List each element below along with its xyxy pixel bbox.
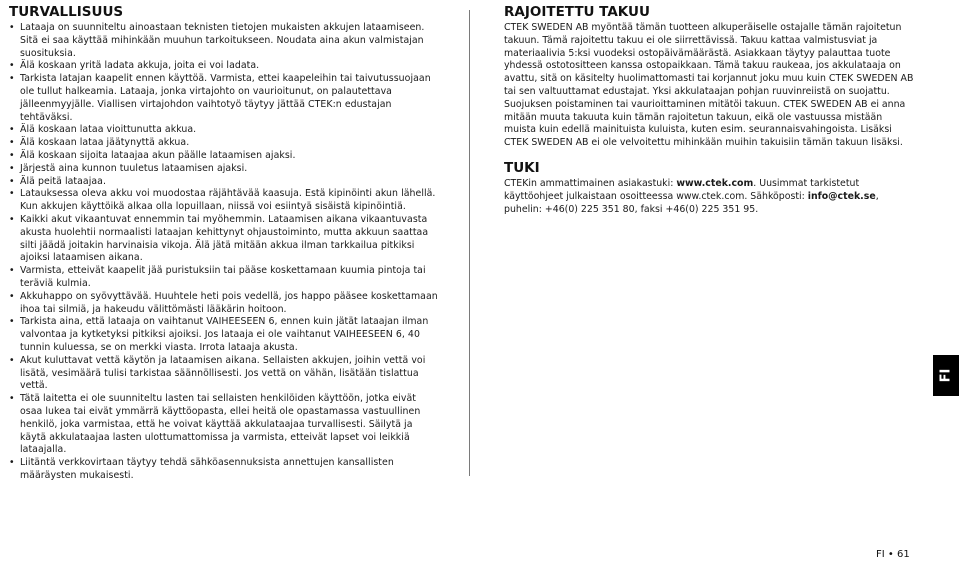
list-item: • Älä koskaan yritä ladata akkuja, joita ei voi ladata. <box>9 60 439 73</box>
list-item: • Varmista, etteivät kaapelit jää puristuksiin tai pääse koskettamaan kuumia pintoja tai teräviä kulmia. <box>9 265 439 291</box>
column-divider <box>469 10 470 476</box>
warranty-text: CTEK SWEDEN AB myöntää tämän tuotteen alkuperäiselle ostajalle tämän rajoitetun takuun. Tämä rajoitettu takuu ei ole siirrettävissä. Takuu kattaa valmistusviat ja materiaalivia 5:ksi vuodeksi ostopäivämäärästä. Asiakkaan täytyy palauttaa tuote yhdessä ostotositteen kanssa ostopaikkaan. Tämä takuu raukeaa, jos akkulataaja on avattu, sitä on käsitelty huolimattomasti tai korjannut joku muu kuin CTEK SWEDEN AB tai sen valtuuttamat edustajat. Yksi akkulataajan pohjan ruuvinreiistä on suojattu. Suojuksen poistaminen tai vaurioittaminen mitätöi takuun. CTEK SWEDEN AB ei anna mitään muuta takuuta kuin tämän rajoitetun takuun, eikä ole vastuussa mistään muista kuin edellä mainituista kuluista, kuten esim. seurannaisvahingoista. Lisäksi CTEK SWEDEN AB ei ole velvoitettu mihinkään muihin takuisiin tämän takuun lisäksi. <box>504 22 914 149</box>
list-item: • Älä koskaan lataa vioittunutta akkua. <box>9 124 439 137</box>
list-item: • Liitäntä verkkovirtaan täytyy tehdä sähköasennuksista annettujen kansallisten määräysten mukaisesti. <box>9 457 439 483</box>
list-item: • Latauksessa oleva akku voi muodostaa räjähtävää kaasuja. Estä kipinöinti akun lähellä. Kun akkujen käyttöikä alkaa olla lopuillaan, niissä voi esiintyä sisäistä kipinöintiä. <box>9 188 439 214</box>
list-item: • Tarkista aina, että lataaja on vaihtanut VAIHEESEEN 6, ennen kuin jätät lataajan ilman valvontaa ja kytketyksi pitkiksi ajoiksi. Jos lataaja ei ole vaihtanut VAIHEESEEN 6, 40 tunnin kuluessa, se on merkki viasta. Irrota lataaja akusta. <box>9 316 439 354</box>
support-text-after: , puhelin: +46(0) 225 351 80, faksi +46(0) 225 351 95. <box>504 190 879 215</box>
list-item: • Akkuhappo on syövyttävää. Huuhtele heti pois vedellä, jos happo pääsee koskettamaan ihoa tai silmiä, ja hakeudu välittömästi lääkärin hoitoon. <box>9 291 439 317</box>
support-text-middle: . Uusimmat tarkistetut käyttöohjeet julkaistaan osoitteessa www.ctek.com. Sähköposti: <box>504 177 860 202</box>
list-item: • Kaikki akut vikaantuvat ennemmin tai myöhemmin. Lataamisen aikana vikaantuvasta akusta huolehtii normaalisti lataajan kehittynyt ohjaustoiminto, mutta akkuun saattaa silti jäädä joitakin harvinaisia vikoja. Älä jätä mitään akkua ilman tarkkailua pitkiksi ajoiksi lataamisen aikana. <box>9 214 439 265</box>
support-website-link[interactable]: www.ctek.com <box>676 177 754 189</box>
footer-language: FI <box>876 549 885 560</box>
support-email-link[interactable]: info@ctek.se <box>807 190 876 202</box>
list-item: • Älä koskaan sijoita lataajaa akun päälle lataamisen ajaksi. <box>9 150 439 163</box>
safety-heading: TURVALLISUUS <box>9 4 124 20</box>
list-item: • Tätä laitetta ei ole suunniteltu lasten tai sellaisten henkilöiden käyttöön, jotka eivät osaa lukea tai eivät ymmärrä käyttöopasta, ellei heitä ole opastamassa vastuullinen henkilö, joka varmistaa, että he voivat käyttää akkulataajaa turvallisesti. Säilytä ja käytä akkulataajaa lasten ulottumattomissa ja varmista, etteivät lapset voi leikkiä lataajalla. <box>9 393 439 457</box>
safety-list <box>9 22 439 483</box>
info-column <box>504 4 914 216</box>
page-footer <box>876 549 910 560</box>
support-text-before: CTEKin ammattimainen asiakastuki: <box>504 177 677 189</box>
list-item: • Akut kuluttavat vettä käytön ja lataamisen aikana. Sellaisten akkujen, joihin vettä voi lisätä, vesimäärä tulisi tarkistaa säännöllisesti. Jos vettä on vähän, lisätään tislattua vettä. <box>9 355 439 393</box>
page-number: 61 <box>896 549 910 560</box>
list-item: • Älä peitä lataajaa. <box>9 176 439 189</box>
support-text <box>504 178 914 216</box>
safety-section <box>9 4 439 483</box>
support-heading: TUKI <box>504 159 540 176</box>
language-side-tab-label: FI <box>938 368 954 383</box>
list-item: • Älä koskaan lataa jäätynyttä akkua. <box>9 137 439 150</box>
list-item: • Lataaja on suunniteltu ainoastaan teknisten tietojen mukaisten akkujen lataamiseen. Sitä ei saa käyttää mihinkään muuhun tarkoitukseen. Noudata aina akun valmistajan suosituksia. <box>9 22 439 60</box>
language-side-tab <box>933 355 959 396</box>
list-item: • Tarkista latajan kaapelit ennen käyttöä. Varmista, ettei kaapeleihin tai taivutussuojaan ole tullut halkeamia. Lataaja, jonka virtajohto on vaurioitunut, on palautettava jälleenmyyjälle. Viallisen virtajohdon vaihtotyö täytyy jättää CTEK:n edustajan tehtäväksi. <box>9 73 439 124</box>
list-item: • Järjestä aina kunnon tuuletus lataamisen ajaksi. <box>9 163 439 176</box>
footer-bullet: • <box>887 549 894 560</box>
warranty-heading: RAJOITETTU TAKUU <box>504 4 650 20</box>
